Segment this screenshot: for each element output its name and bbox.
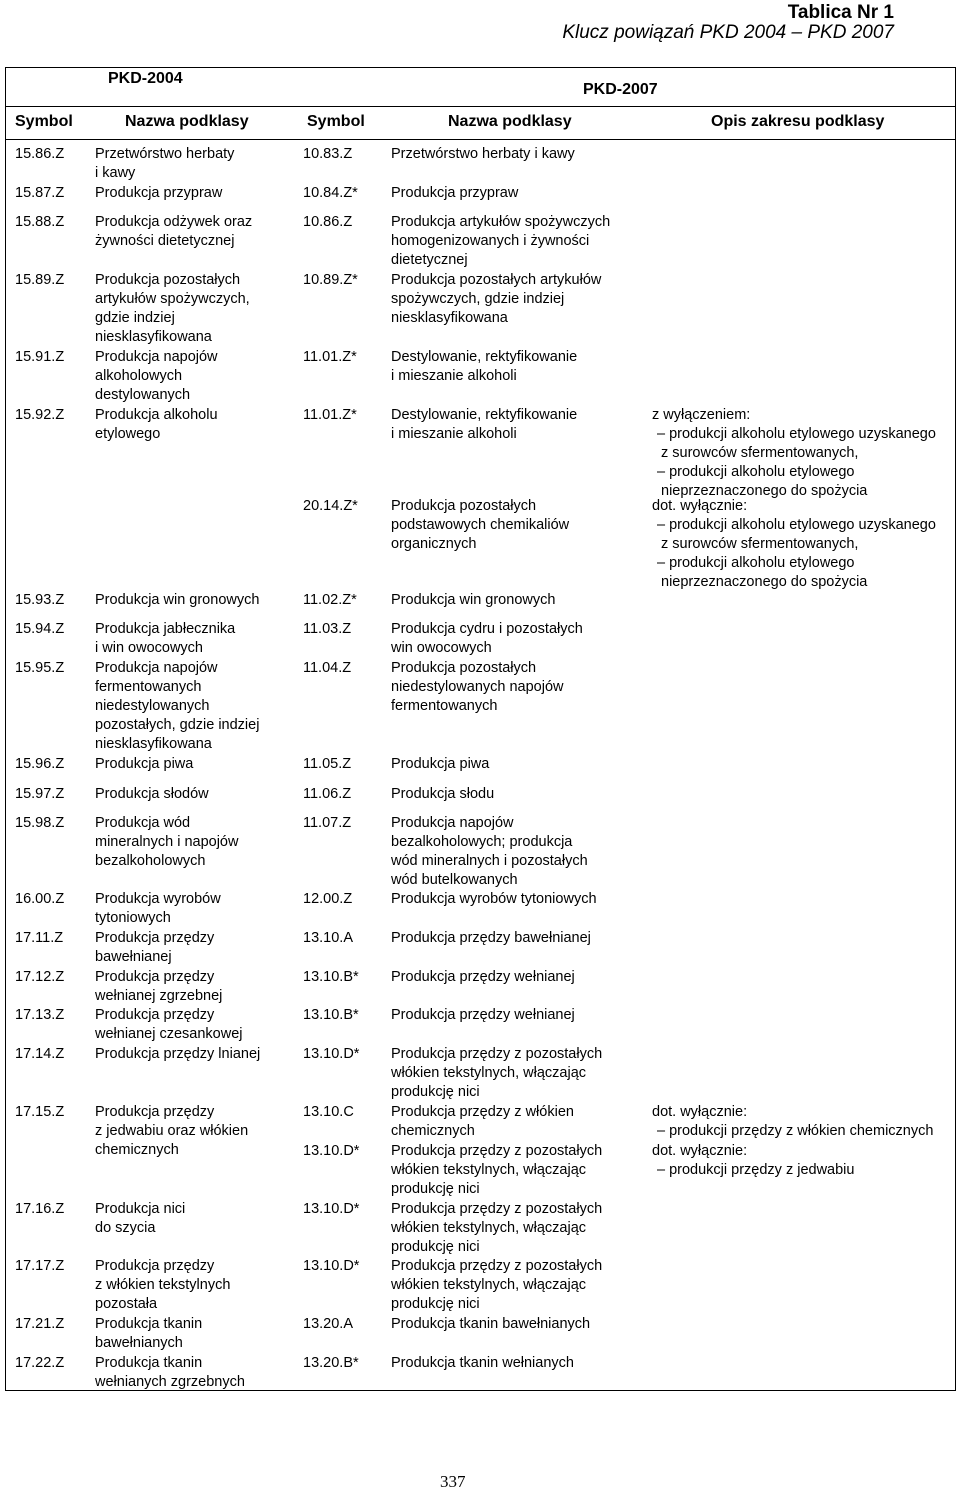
pkd2004-name-line: Produkcja tkanin — [95, 1355, 203, 1371]
pkd2007-name-line: Produkcja przędzy z pozostałych — [391, 1046, 603, 1062]
page-number: 337 — [440, 1472, 466, 1491]
pkd2007-name-line: chemicznych — [391, 1123, 475, 1139]
pkd2004-name-line: Produkcja piwa — [95, 756, 194, 772]
col-header-symbol-2004: Symbol — [15, 113, 73, 130]
pkd2004-symbol: 15.93.Z — [15, 592, 65, 608]
pkd2004-symbol: 17.12.Z — [15, 969, 65, 985]
scope-description-line: nieprzeznaczonego do spożycia — [661, 574, 868, 590]
pkd2004-name-line: Produkcja jabłecznika — [95, 621, 236, 637]
scope-description-line: nieprzeznaczonego do spożycia — [661, 483, 868, 499]
pkd2004-name-line: Produkcja pozostałych — [95, 272, 241, 288]
pkd2007-symbol: 11.01.Z* — [303, 407, 357, 423]
pkd2004-symbol: 15.89.Z — [15, 272, 65, 288]
pkd2007-name-line: podstawowych chemikaliów — [391, 517, 570, 533]
pkd2004-symbol: 17.22.Z — [15, 1355, 65, 1371]
column-header-divider — [5, 139, 956, 140]
pkd2007-name-line: Produkcja pozostałych artykułów — [391, 272, 602, 288]
col-header-symbol-2007: Symbol — [307, 113, 365, 130]
pkd2007-symbol: 13.10.A — [303, 930, 353, 946]
pkd2004-name-line: niesklasyfikowana — [95, 736, 212, 752]
scope-description-line: dot. wyłącznie: — [652, 498, 748, 514]
pkd2004-name-line: bawełnianej — [95, 949, 172, 965]
document-title: Tablica Nr 1 — [787, 2, 894, 23]
group-header-divider — [5, 106, 956, 107]
pkd2007-name-line: produkcję nici — [391, 1296, 480, 1312]
pkd2004-name-line: alkoholowych — [95, 368, 183, 384]
pkd2007-symbol: 12.00.Z — [303, 891, 353, 907]
pkd2007-name-line: produkcję nici — [391, 1181, 480, 1197]
pkd2004-name-line: wełnianych zgrzebnych — [95, 1374, 245, 1390]
pkd2004-symbol: 15.97.Z — [15, 786, 65, 802]
scope-description-line: z wyłączeniem: — [652, 407, 751, 423]
pkd2007-symbol: 10.84.Z* — [303, 185, 358, 201]
pkd2004-name-line: tytoniowych — [95, 910, 171, 926]
scope-description-line: – produkcji przędzy z włókien chemicznych — [657, 1123, 934, 1139]
pkd2007-name-line: produkcję nici — [391, 1084, 480, 1100]
pkd2007-symbol: 20.14.Z* — [303, 498, 358, 514]
pkd2007-name-line: Produkcja pozostałych — [391, 660, 537, 676]
pkd2004-name-line: wełnianej zgrzebnej — [95, 988, 223, 1004]
pkd2007-name-line: Produkcja piwa — [391, 756, 490, 772]
scope-description-line: z surowców sfermentowanych, — [661, 536, 859, 552]
pkd2007-symbol: 13.20.B* — [303, 1355, 359, 1371]
pkd2004-symbol: 15.88.Z — [15, 214, 65, 230]
group-header-pkd2007: PKD-2007 — [583, 81, 658, 98]
pkd2004-name-line: Przetwórstwo herbaty — [95, 146, 235, 162]
pkd2004-symbol: 17.14.Z — [15, 1046, 65, 1062]
pkd2004-symbol: 15.94.Z — [15, 621, 65, 637]
pkd2004-symbol: 17.21.Z — [15, 1316, 65, 1332]
pkd2007-symbol: 11.01.Z* — [303, 349, 357, 365]
pkd2007-name-line: i mieszanie alkoholi — [391, 426, 517, 442]
col-header-name-2007: Nazwa podklasy — [448, 113, 572, 130]
pkd2007-symbol: 11.05.Z — [303, 756, 352, 772]
pkd2007-name-line: Destylowanie, rektyfikowanie — [391, 407, 578, 423]
pkd2007-name-line: Produkcja przypraw — [391, 185, 519, 201]
pkd2004-name-line: pozostała — [95, 1296, 158, 1312]
pkd2004-name-line: etylowego — [95, 426, 161, 442]
pkd2004-name-line: chemicznych — [95, 1142, 179, 1158]
pkd2004-name-line: wełnianej czesankowej — [95, 1026, 243, 1042]
pkd2007-name-line: homogenizowanych i żywności — [391, 233, 590, 249]
pkd2004-symbol: 15.95.Z — [15, 660, 65, 676]
pkd2007-name-line: Przetwórstwo herbaty i kawy — [391, 146, 575, 162]
pkd2004-symbol: 15.91.Z — [15, 349, 65, 365]
pkd2004-name-line: i win owocowych — [95, 640, 203, 656]
pkd2007-name-line: Produkcja wyrobów tytoniowych — [391, 891, 597, 907]
pkd2004-name-line: destylowanych — [95, 387, 191, 403]
pkd2004-name-line: artykułów spożywczych, — [95, 291, 250, 307]
pkd2004-name-line: Produkcja przędzy — [95, 1258, 215, 1274]
pkd2007-name-line: i mieszanie alkoholi — [391, 368, 517, 384]
col-header-description: Opis zakresu podklasy — [711, 113, 885, 130]
pkd2004-name-line: Produkcja przędzy — [95, 930, 215, 946]
pkd2004-name-line: Produkcja wyrobów — [95, 891, 221, 907]
pkd2007-name-line: niedestylowanych napojów — [391, 679, 564, 695]
pkd2004-symbol: 17.17.Z — [15, 1258, 65, 1274]
pkd2007-name-line: Destylowanie, rektyfikowanie — [391, 349, 578, 365]
pkd2004-name-line: Produkcja tkanin — [95, 1316, 203, 1332]
pkd2004-symbol: 17.15.Z — [15, 1104, 65, 1120]
pkd2007-symbol: 13.20.A — [303, 1316, 353, 1332]
pkd2007-symbol: 10.86.Z — [303, 214, 353, 230]
pkd2007-name-line: Produkcja słodu — [391, 786, 495, 802]
scope-description-line: – produkcji alkoholu etylowego uzyskanego — [657, 426, 936, 442]
pkd2004-name-line: pozostałych, gdzie indziej — [95, 717, 260, 733]
pkd2004-symbol: 17.16.Z — [15, 1201, 65, 1217]
pkd2007-name-line: Produkcja przędzy wełnianej — [391, 969, 575, 985]
pkd2007-name-line: Produkcja artykułów spożywczych — [391, 214, 611, 230]
pkd2004-symbol: 15.86.Z — [15, 146, 65, 162]
pkd2007-name-line: włókien tekstylnych, włączając — [391, 1220, 587, 1236]
pkd2007-symbol: 13.10.D* — [303, 1046, 360, 1062]
pkd2004-name-line: gdzie indziej — [95, 310, 175, 326]
pkd2007-name-line: Produkcja tkanin bawełnianych — [391, 1316, 591, 1332]
pkd2007-name-line: organicznych — [391, 536, 477, 552]
pkd2007-name-line: Produkcja przędzy z pozostałych — [391, 1143, 603, 1159]
pkd2004-name-line: niesklasyfikowana — [95, 329, 212, 345]
pkd2004-name-line: żywności dietetycznej — [95, 233, 235, 249]
pkd2007-symbol: 13.10.D* — [303, 1143, 360, 1159]
pkd2004-name-line: Produkcja przędzy — [95, 969, 215, 985]
col-header-name-2004: Nazwa podklasy — [125, 113, 249, 130]
pkd2007-name-line: Produkcja tkanin wełnianych — [391, 1355, 574, 1371]
scope-description-line: – produkcji alkoholu etylowego — [657, 464, 855, 480]
pkd2004-name-line: bawełnianych — [95, 1335, 183, 1351]
pkd2007-name-line: spożywczych, gdzie indziej — [391, 291, 565, 307]
scope-description-line: – produkcji przędzy z jedwabiu — [657, 1162, 855, 1178]
pkd2007-symbol: 10.83.Z — [303, 146, 353, 162]
pkd2004-name-line: z włókien tekstylnych — [95, 1277, 231, 1293]
pkd2004-name-line: Produkcja win gronowych — [95, 592, 260, 608]
pkd2007-name-line: Produkcja przędzy z pozostałych — [391, 1201, 603, 1217]
pkd2004-name-line: bezalkoholowych — [95, 853, 206, 869]
pkd2004-name-line: Produkcja odżywek oraz — [95, 214, 253, 230]
pkd2004-symbol: 15.98.Z — [15, 815, 65, 831]
pkd2007-symbol: 13.10.C — [303, 1104, 354, 1120]
pkd2007-name-line: Produkcja przędzy z włókien — [391, 1104, 574, 1120]
pkd2007-name-line: włókien tekstylnych, włączając — [391, 1277, 587, 1293]
pkd2007-name-line: Produkcja przędzy z pozostałych — [391, 1258, 603, 1274]
pkd2004-symbol: 17.11.Z — [15, 930, 64, 946]
pkd2007-name-line: włókien tekstylnych, włączając — [391, 1162, 587, 1178]
pkd2007-symbol: 11.02.Z* — [303, 592, 357, 608]
pkd2007-name-line: wód butelkowanych — [391, 872, 518, 888]
pkd2004-name-line: Produkcja napojów — [95, 349, 218, 365]
pkd2004-name-line: i kawy — [95, 165, 136, 181]
pkd2004-name-line: Produkcja wód — [95, 815, 191, 831]
pkd2004-symbol: 15.87.Z — [15, 185, 65, 201]
pkd2007-name-line: Produkcja cydru i pozostałych — [391, 621, 583, 637]
pkd2007-symbol: 11.03.Z — [303, 621, 352, 637]
pkd2004-name-line: Produkcja przypraw — [95, 185, 223, 201]
pkd2004-name-line: Produkcja przędzy lnianej — [95, 1046, 261, 1062]
pkd2007-name-line: bezalkoholowych; produkcja — [391, 834, 573, 850]
pkd2007-name-line: Produkcja win gronowych — [391, 592, 556, 608]
pkd2004-name-line: mineralnych i napojów — [95, 834, 239, 850]
pkd2004-name-line: Produkcja słodów — [95, 786, 209, 802]
pkd2004-symbol: 17.13.Z — [15, 1007, 65, 1023]
pkd2007-symbol: 13.10.B* — [303, 969, 359, 985]
pkd2007-name-line: Produkcja przędzy bawełnianej — [391, 930, 591, 946]
pkd2004-name-line: Produkcja napojów — [95, 660, 218, 676]
pkd2007-symbol: 10.89.Z* — [303, 272, 358, 288]
document-subtitle: Klucz powiązań PKD 2004 – PKD 2007 — [562, 22, 894, 43]
pkd2007-name-line: niesklasyfikowana — [391, 310, 508, 326]
pkd2004-name-line: fermentowanych — [95, 679, 202, 695]
pkd2007-symbol: 13.10.B* — [303, 1007, 359, 1023]
pkd2007-symbol: 11.06.Z — [303, 786, 352, 802]
pkd2007-name-line: win owocowych — [391, 640, 492, 656]
scope-description-line: dot. wyłącznie: — [652, 1143, 748, 1159]
pkd2007-symbol: 13.10.D* — [303, 1201, 360, 1217]
pkd2004-name-line: Produkcja przędzy — [95, 1007, 215, 1023]
pkd2004-name-line: niedestylowanych — [95, 698, 210, 714]
pkd2004-name-line: z jedwabiu oraz włókien — [95, 1123, 249, 1139]
pkd2007-name-line: dietetycznej — [391, 252, 468, 268]
pkd2004-name-line: Produkcja nici — [95, 1201, 186, 1217]
pkd2007-name-line: wód mineralnych i pozostałych — [391, 853, 588, 869]
scope-description-line: – produkcji alkoholu etylowego uzyskanego — [657, 517, 936, 533]
pkd2007-symbol: 11.07.Z — [303, 815, 352, 831]
pkd2007-name-line: fermentowanych — [391, 698, 498, 714]
pkd2004-name-line: Produkcja przędzy — [95, 1104, 215, 1120]
scope-description-line: dot. wyłącznie: — [652, 1104, 748, 1120]
pkd2007-name-line: Produkcja napojów — [391, 815, 514, 831]
pkd2007-symbol: 11.04.Z — [303, 660, 352, 676]
scope-description-line: – produkcji alkoholu etylowego — [657, 555, 855, 571]
pkd2007-name-line: Produkcja pozostałych — [391, 498, 537, 514]
pkd2007-symbol: 13.10.D* — [303, 1258, 360, 1274]
pkd2004-name-line: Produkcja alkoholu — [95, 407, 218, 423]
pkd2007-name-line: produkcję nici — [391, 1239, 480, 1255]
pkd2004-symbol: 15.92.Z — [15, 407, 65, 423]
pkd2004-name-line: do szycia — [95, 1220, 156, 1236]
pkd2007-name-line: włókien tekstylnych, włączając — [391, 1065, 587, 1081]
group-header-pkd2004: PKD-2004 — [108, 70, 183, 87]
pkd2004-symbol: 15.96.Z — [15, 756, 65, 772]
pkd2004-symbol: 16.00.Z — [15, 891, 65, 907]
scope-description-line: z surowców sfermentowanych, — [661, 445, 859, 461]
pkd2007-name-line: Produkcja przędzy wełnianej — [391, 1007, 575, 1023]
